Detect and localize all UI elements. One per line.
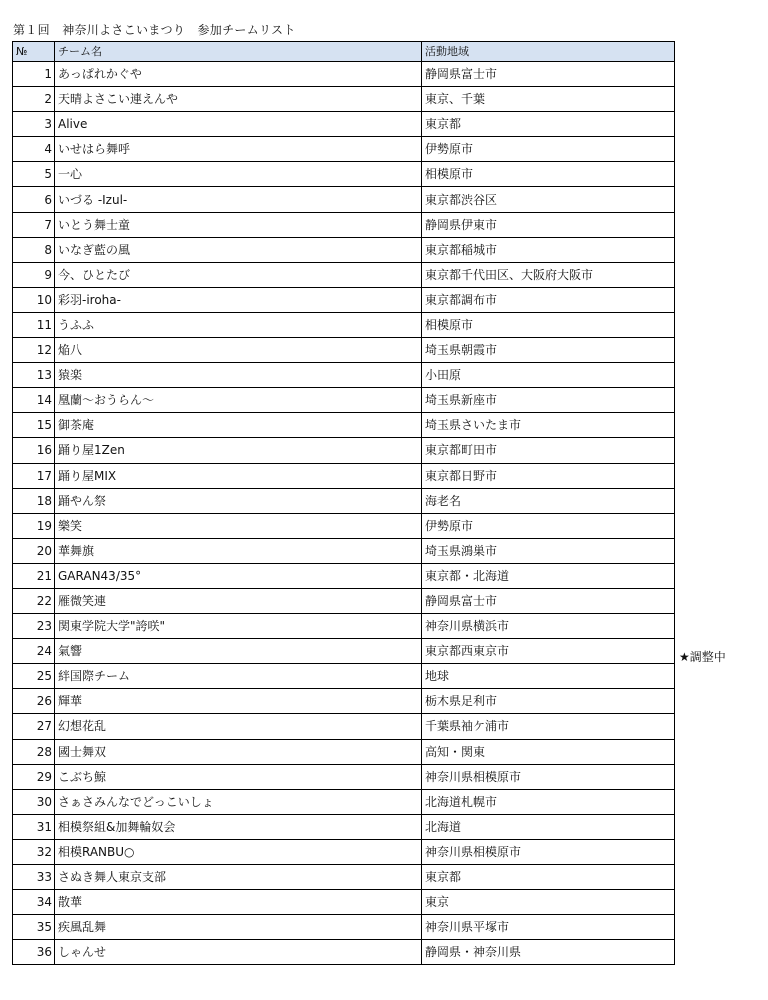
column-header-no: № [13,42,55,62]
row-number: 8 [13,237,55,262]
area-cell: 相模原市 [422,312,675,337]
table-row [13,714,675,739]
table-row [13,639,675,664]
table-row [13,112,675,137]
row-number: 28 [13,739,55,764]
team-name-cell: さぬき舞人東京支部 [55,865,422,890]
table-row [13,865,675,890]
team-name-cell: 散華 [55,890,422,915]
row-number: 13 [13,363,55,388]
area-cell: 東京都調布市 [422,287,675,312]
table-row [13,513,675,538]
row-number: 15 [13,413,55,438]
row-number: 29 [13,764,55,789]
row-number: 35 [13,915,55,940]
area-cell: 海老名 [422,488,675,513]
table-row [13,789,675,814]
team-name-cell: 踊り屋1Zen [55,438,422,463]
team-name-cell: うふふ [55,312,422,337]
area-cell: 静岡県伊東市 [422,212,675,237]
team-name-cell: いとう舞士童 [55,212,422,237]
area-cell: 北海道札幌市 [422,789,675,814]
area-cell: 静岡県富士市 [422,588,675,613]
row-number: 7 [13,212,55,237]
table-row [13,488,675,513]
area-cell: 伊勢原市 [422,513,675,538]
table-row [13,237,675,262]
row-number: 10 [13,287,55,312]
area-cell: 東京 [422,890,675,915]
status-note: ★調整中 [679,650,726,664]
column-header-team-name: チーム名 [55,42,422,62]
row-number: 19 [13,513,55,538]
row-number: 20 [13,538,55,563]
row-number: 26 [13,689,55,714]
team-name-cell: さぁさみんなでどっこいしょ [55,789,422,814]
team-name-cell: 雁微笑連 [55,588,422,613]
area-cell: 神奈川県平塚市 [422,915,675,940]
area-cell: 東京都 [422,112,675,137]
row-number: 3 [13,112,55,137]
table-row [13,187,675,212]
area-cell: 東京都渋谷区 [422,187,675,212]
team-name-cell: 御茶庵 [55,413,422,438]
team-name-cell: 焔八 [55,338,422,363]
area-cell: 高知・関東 [422,739,675,764]
table-row [13,588,675,613]
area-cell: 埼玉県朝霞市 [422,338,675,363]
area-cell: 神奈川県相模原市 [422,839,675,864]
row-number: 32 [13,839,55,864]
team-name-cell: 國士舞双 [55,739,422,764]
row-number: 11 [13,312,55,337]
team-list-table [12,41,675,965]
row-number: 4 [13,137,55,162]
area-cell: 埼玉県鴻巣市 [422,538,675,563]
table-body [13,62,675,965]
row-number: 30 [13,789,55,814]
row-number: 6 [13,187,55,212]
area-cell: 東京都町田市 [422,438,675,463]
table-row [13,162,675,187]
row-number: 34 [13,890,55,915]
area-cell: 東京、千葉 [422,87,675,112]
team-name-cell: 踊り屋MIX [55,463,422,488]
area-cell: 北海道 [422,814,675,839]
team-name-cell: 疾風乱舞 [55,915,422,940]
table-row [13,940,675,965]
team-name-cell: 相模祭組&加舞輪奴会 [55,814,422,839]
area-cell: 栃木県足利市 [422,689,675,714]
table-header-row [13,42,675,62]
row-number: 21 [13,563,55,588]
table-row [13,664,675,689]
row-number: 24 [13,639,55,664]
area-cell: 神奈川県横浜市 [422,614,675,639]
row-number: 17 [13,463,55,488]
table-row [13,137,675,162]
table-row [13,814,675,839]
team-name-cell: いづる -Izul- [55,187,422,212]
team-name-cell: 猿楽 [55,363,422,388]
team-name-cell: 氣響 [55,639,422,664]
area-cell: 静岡県富士市 [422,62,675,87]
table-row [13,764,675,789]
team-name-cell: 踊やん祭 [55,488,422,513]
row-number: 12 [13,338,55,363]
team-name-cell: Alive [55,112,422,137]
team-name-cell: 凰蘭～おうらん～ [55,388,422,413]
table-row [13,538,675,563]
table-row [13,689,675,714]
team-name-cell: 彩羽-iroha- [55,287,422,312]
area-cell: 地球 [422,664,675,689]
area-cell: 東京都西東京市 [422,639,675,664]
team-name-cell: 幻想花乱 [55,714,422,739]
page-title: 第１回 神奈川よさこいまつり 参加チームリスト [13,23,296,37]
row-number: 33 [13,865,55,890]
table-row [13,739,675,764]
area-cell: 東京都日野市 [422,463,675,488]
team-name-cell: あっぱれかぐや [55,62,422,87]
area-cell: 埼玉県新座市 [422,388,675,413]
table-row [13,563,675,588]
row-number: 36 [13,940,55,965]
team-name-cell: しゃんせ [55,940,422,965]
team-name-cell: 輝華 [55,689,422,714]
row-number: 18 [13,488,55,513]
area-cell: 東京都稲城市 [422,237,675,262]
table-row [13,287,675,312]
team-name-cell: こぶち鯨 [55,764,422,789]
team-name-cell: 関東学院大学"誇咲" [55,614,422,639]
team-name-cell: 樂笑 [55,513,422,538]
table-row [13,338,675,363]
row-number: 5 [13,162,55,187]
row-number: 31 [13,814,55,839]
area-cell: 埼玉県さいたま市 [422,413,675,438]
team-name-cell: いせはら舞呼 [55,137,422,162]
team-name-cell: GARAN43/35° [55,563,422,588]
table-row [13,463,675,488]
row-number: 1 [13,62,55,87]
table-row [13,413,675,438]
area-cell: 小田原 [422,363,675,388]
area-cell: 東京都 [422,865,675,890]
row-number: 23 [13,614,55,639]
team-name-cell: 一心 [55,162,422,187]
team-name-cell: 天晴よさこい連えんや [55,87,422,112]
team-name-cell: 絆国際チーム [55,664,422,689]
area-cell: 神奈川県相模原市 [422,764,675,789]
team-name-cell: 相模RANBU○ [55,839,422,864]
area-cell: 東京都千代田区、大阪府大阪市 [422,262,675,287]
area-cell: 伊勢原市 [422,137,675,162]
table-row [13,388,675,413]
row-number: 22 [13,588,55,613]
table-row [13,839,675,864]
team-name-cell: いなぎ藍の風 [55,237,422,262]
row-number: 14 [13,388,55,413]
table-row [13,212,675,237]
row-number: 25 [13,664,55,689]
row-number: 16 [13,438,55,463]
team-name-cell: 今、ひとたび [55,262,422,287]
table-row [13,890,675,915]
table-row [13,262,675,287]
row-number: 9 [13,262,55,287]
table-row [13,87,675,112]
table-row [13,62,675,87]
table-row [13,438,675,463]
table-row [13,363,675,388]
area-cell: 東京都・北海道 [422,563,675,588]
table-row [13,614,675,639]
area-cell: 静岡県・神奈川県 [422,940,675,965]
table-row [13,312,675,337]
row-number: 27 [13,714,55,739]
area-cell: 千葉県袖ケ浦市 [422,714,675,739]
table-row [13,915,675,940]
column-header-area: 活動地域 [422,42,675,62]
row-number: 2 [13,87,55,112]
team-name-cell: 華舞旗 [55,538,422,563]
area-cell: 相模原市 [422,162,675,187]
